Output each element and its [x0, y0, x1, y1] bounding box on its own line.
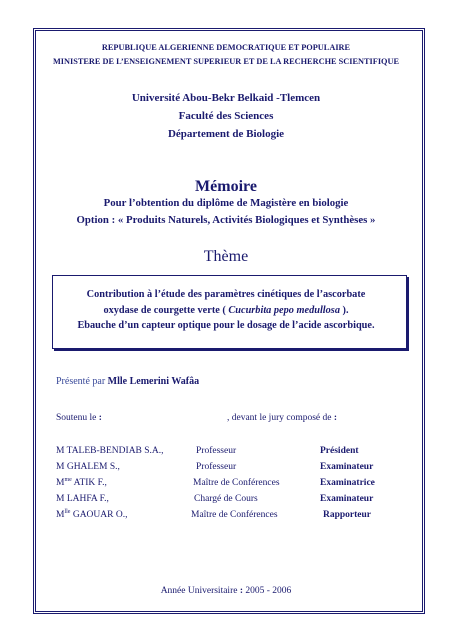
- jury-name: ATIK F.,: [71, 478, 107, 488]
- jury-role-3: Examinatrice: [320, 478, 375, 488]
- memoire-option: Option : « Produits Naturels, Activités Biologiques et Synthèses »: [76, 214, 376, 226]
- jury-prefix: M: [56, 494, 65, 504]
- department-name: Département de Biologie: [167, 128, 285, 140]
- jury-prefix: M: [56, 478, 65, 488]
- jury-name: GAOUAR O.,: [70, 510, 128, 520]
- jury-name: LAHFA F.,: [64, 494, 109, 504]
- university-name: Université Abou-Bekr Belkaid -Tlemcen: [131, 92, 321, 104]
- faculty-name: Faculté des Sciences: [178, 110, 274, 122]
- theme-line-1: Contribution à l’étude des paramètres cinétiques de l’ascorbate: [86, 289, 366, 300]
- jury-name-2: [56, 462, 120, 472]
- species-name: Cucurbita pepo medullosa: [228, 305, 340, 316]
- jury-role-5: Rapporteur: [323, 510, 372, 520]
- author-name: Mlle Lemerini Wafâa: [107, 376, 200, 387]
- jury-name: TALEB-BENDIAB S.A.,: [64, 446, 164, 456]
- jury-intro: [227, 413, 337, 423]
- republic-line: REPUBLIQUE ALGERIENNE DEMOCRATIQUE ET POPULAIRE: [101, 43, 351, 52]
- jury-intro-text: , devant le jury composé de: [227, 413, 334, 423]
- soutenu-colon: :: [98, 413, 102, 423]
- theme-title: Thème: [203, 248, 249, 265]
- jury-name: GHALEM S.,: [64, 462, 120, 472]
- jury-title-5: Maître de Conférences: [191, 510, 278, 520]
- jury-title-2: Professeur: [196, 462, 237, 472]
- memoire-purpose: Pour l’obtention du diplôme de Magistère en biologie: [103, 197, 349, 209]
- jury-title-1: Professeur: [196, 446, 237, 456]
- memoire-title: Mémoire: [195, 178, 257, 195]
- jury-name-3: [56, 478, 107, 488]
- jury-name-1: [56, 446, 164, 456]
- academic-year: [0, 586, 452, 596]
- year-label: Année Universitaire: [160, 586, 240, 596]
- ministry-line: MINISTERE DE L’ENSEIGNEMENT SUPERIEUR ET DE LA RECHERCHE SCIENTIFIQUE: [52, 57, 400, 66]
- jury-role-2: Examinateur: [320, 462, 374, 472]
- jury-sup: me: [64, 476, 72, 483]
- soutenu-label: Soutenu le: [56, 413, 99, 423]
- theme-line-3: Ebauche d’un capteur optique pour le dosage de l’acide ascorbique.: [77, 320, 375, 331]
- jury-title-4: Chargé de Cours: [194, 494, 258, 504]
- jury-name-4: [56, 494, 109, 504]
- year-value: 2005 - 2006: [243, 586, 292, 596]
- jury-title-3: Maître de Conférences: [193, 478, 280, 488]
- jury-intro-colon: :: [333, 413, 338, 423]
- year-colon: :: [239, 586, 243, 596]
- jury-prefix: M: [56, 510, 65, 520]
- theme-line-2-a: oxydase de courgette verte (: [103, 305, 229, 316]
- jury-role-1: Président: [320, 446, 359, 456]
- theme-line-2: [0, 305, 452, 316]
- soutenu-line: [56, 413, 102, 423]
- presented-by: [56, 376, 199, 387]
- jury-name-5: [56, 510, 127, 520]
- jury-prefix: M: [56, 462, 65, 472]
- jury-role-4: Examinateur: [320, 494, 374, 504]
- theme-line-2-b: ).: [339, 305, 349, 316]
- presented-label: Présenté par: [56, 376, 108, 387]
- jury-prefix: M: [56, 446, 65, 456]
- jury-sup: lle: [64, 508, 71, 515]
